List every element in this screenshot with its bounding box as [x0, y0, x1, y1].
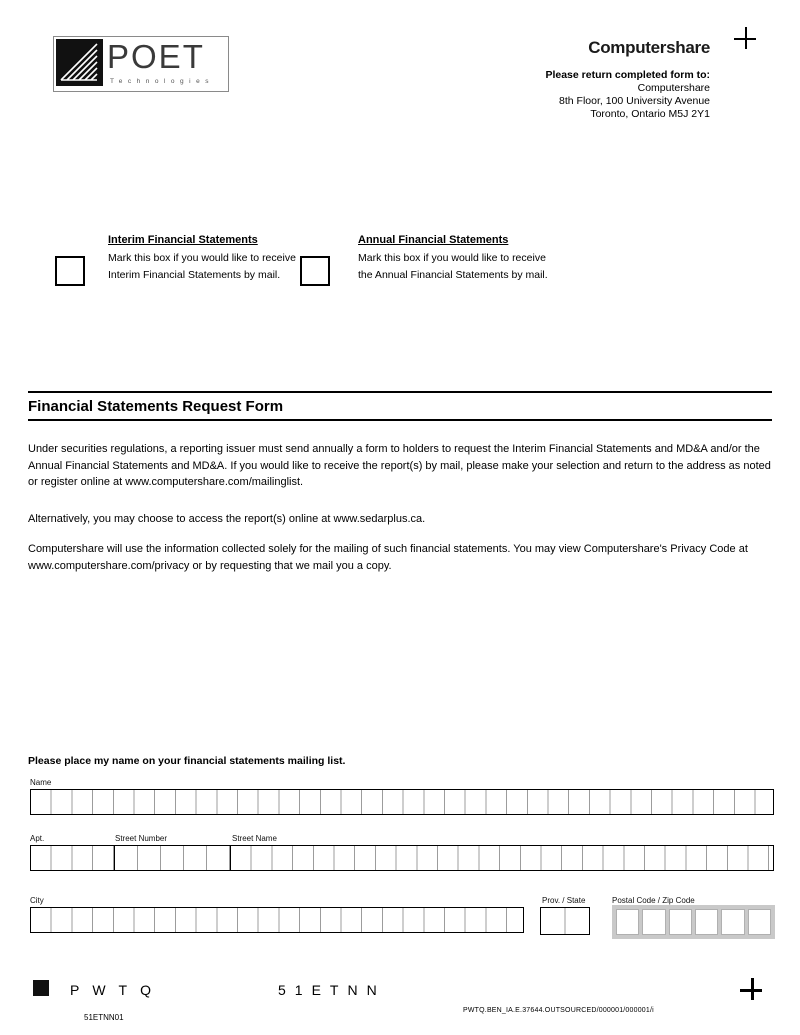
interim-statements-checkbox[interactable]: [55, 256, 85, 286]
prov-state-field-label: Prov. / State: [542, 896, 586, 905]
street-name-field[interactable]: [231, 846, 773, 870]
online-access-paragraph: Alternatively, you may choose to access the report(s) online at www.sedarplus.ca.: [28, 513, 426, 525]
interim-statements-title: Interim Financial Statements: [108, 234, 258, 246]
regulations-paragraph: Under securities regulations, a reporting issuer must send annually a form to holders to request the Interim Financial Statements and MD&A and/or the Annual Financial Statements and MD&A. If you would like to receive the report(s) by mail, please make your selection and return to the address as noted or register online at www.computershare.com/mailinglist.: [28, 443, 771, 488]
registration-mark-icon-top: [734, 27, 756, 49]
poet-logo-text: POET: [107, 38, 205, 75]
street-number-field-label: Street Number: [115, 834, 168, 843]
apt-field[interactable]: [31, 846, 115, 870]
scan-anchor-square-icon: [33, 980, 49, 996]
return-address-line: Toronto, Ontario M5J 2Y1: [590, 108, 710, 120]
address-fields-row: [30, 845, 774, 871]
return-address-line: 8th Floor, 100 University Avenue: [559, 95, 710, 107]
poet-logo-icon: [56, 39, 103, 86]
prov-state-field[interactable]: [540, 907, 590, 935]
form-code-left: PWTQ: [70, 982, 164, 998]
computershare-logo: Computershare: [588, 38, 710, 57]
postal-code-field-label: Postal Code / Zip Code: [612, 896, 695, 905]
postal-code-cell[interactable]: [695, 909, 718, 935]
name-field-label: Name: [30, 778, 52, 787]
apt-field-label: Apt.: [30, 834, 45, 843]
postal-code-cell[interactable]: [721, 909, 744, 935]
street-name-field-label: Street Name: [232, 834, 277, 843]
return-address-line: Computershare: [637, 82, 710, 94]
annual-statements-checkbox[interactable]: [300, 256, 330, 286]
name-field[interactable]: [30, 789, 774, 815]
postal-code-field[interactable]: [612, 905, 775, 939]
interim-statements-description: Mark this box if you would like to receive Interim Financial Statements by mail.: [108, 252, 296, 281]
mailing-list-instruction: Please place my name on your financial statements mailing list.: [28, 755, 346, 767]
street-number-field[interactable]: [115, 846, 231, 870]
page-title: Financial Statements Request Form: [28, 398, 284, 415]
divider: [28, 419, 772, 421]
return-address-block: [545, 69, 710, 121]
interim-statements-option: [108, 232, 306, 284]
annual-statements-description: Mark this box if you would like to receive the Annual Financial Statements by mail.: [358, 252, 548, 281]
divider: [28, 391, 772, 393]
computershare-header-block: [545, 38, 710, 121]
city-field-label: City: [30, 896, 44, 905]
privacy-paragraph: Computershare will use the information collected solely for the mailing of such financial statements. You may view Computershare's Privacy Code at www.computershare.com/privacy or by requesting that we mail you a copy.: [28, 543, 748, 572]
postal-code-cell[interactable]: [748, 909, 771, 935]
registration-mark-icon-bottom: [740, 978, 762, 1000]
poet-technologies-logo: [53, 36, 229, 92]
poet-logo-subtext: Technologies: [110, 78, 214, 85]
form-code-middle: 51ETNN: [278, 982, 386, 998]
postal-code-cell[interactable]: [642, 909, 665, 935]
city-field[interactable]: [30, 907, 524, 933]
annual-statements-title: Annual Financial Statements: [358, 234, 509, 246]
postal-code-cell[interactable]: [669, 909, 692, 935]
processing-code: PWTQ.BEN_IA.E.37644.OUTSOURCED/000001/000001/i: [463, 1007, 654, 1014]
annual-statements-option: [358, 232, 556, 284]
postal-code-cell[interactable]: [616, 909, 639, 935]
form-number: 51ETNN01: [84, 1013, 124, 1022]
return-address-title: Please return completed form to:: [545, 69, 710, 81]
